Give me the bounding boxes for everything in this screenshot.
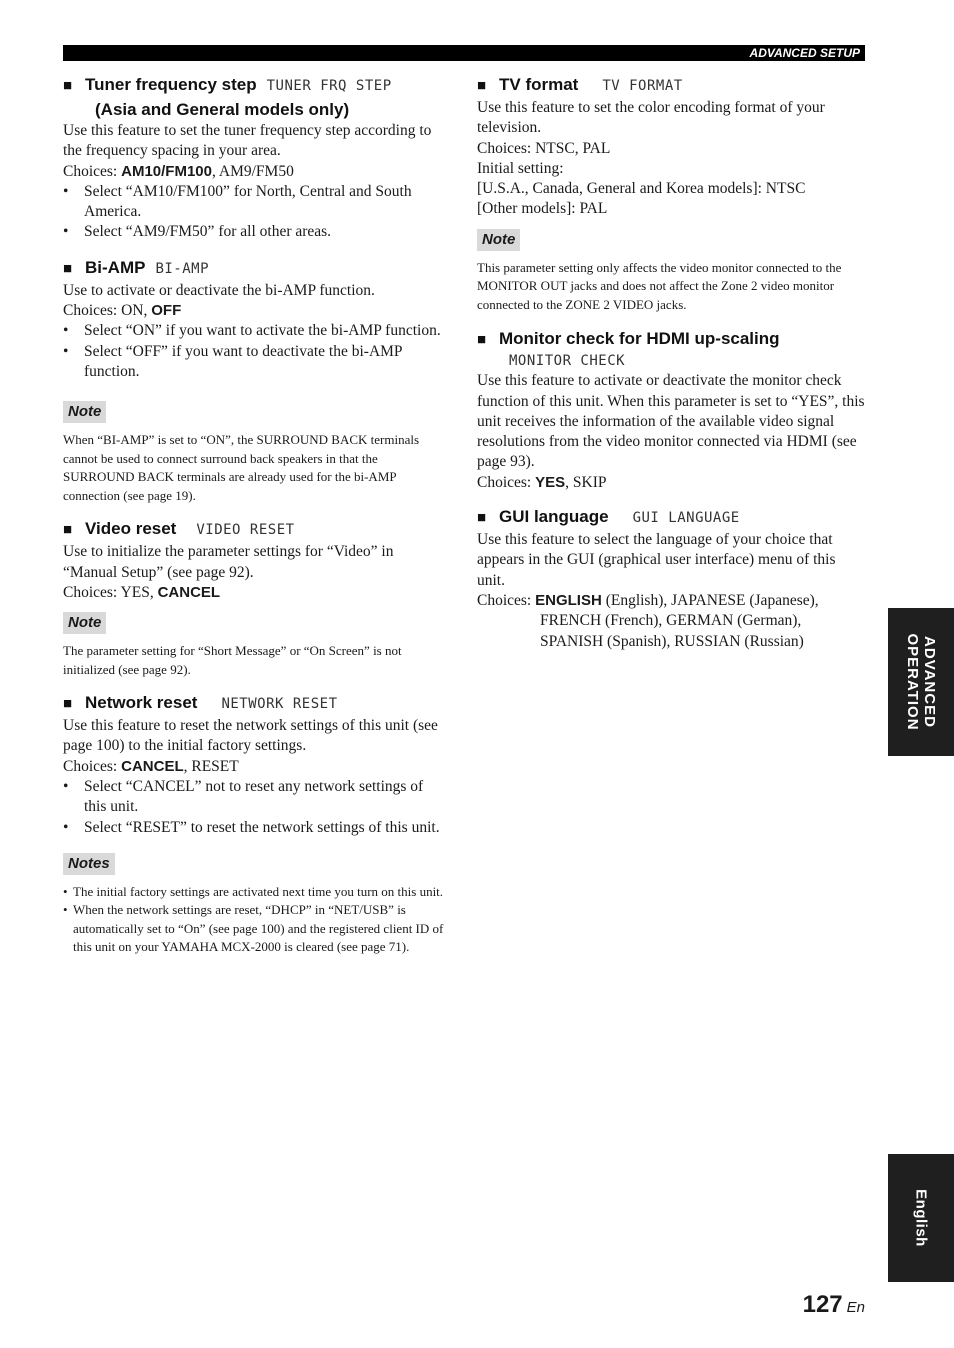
- tuner-section: [63, 73, 449, 243]
- page-number: 127 En: [802, 1291, 865, 1318]
- tv-format-note: This parameter setting only affects the video monitor connected to the MONITOR OUT jacks and does not affect the Zone 2 video monitor connected to the ZONE 2 VIDEO jacks.: [477, 259, 842, 312]
- tv-format-initial-label: Initial setting:: [477, 159, 564, 177]
- biamp-note: When “BI-AMP” is set to “ON”, the SURROUND BACK terminals cannot be used to connect surround back speakers in that the SURROUND BACK terminals are already used for the bi-AMP connection (see page 19).: [63, 432, 420, 503]
- biamp-heading: ■ Bi-AMP BI-AMP: [63, 256, 449, 281]
- side-tab-label: ADVANCED: [921, 636, 938, 728]
- video-reset-choices: Choices: YES, CANCEL: [63, 583, 221, 601]
- page-language-suffix: En: [846, 1299, 865, 1316]
- list-item: • Select “OFF” if you want to deactivate the bi-AMP function.: [63, 342, 449, 383]
- tv-format-description: Use this feature to set the color encoding format of your television.: [477, 99, 825, 137]
- tv-format-choices: Choices: NTSC, PAL: [477, 139, 611, 157]
- network-reset-notes: [63, 883, 449, 957]
- tuner-bullets: [63, 182, 449, 243]
- biamp-choices: Choices: ON, OFF: [63, 302, 182, 320]
- network-reset-section: [63, 691, 449, 957]
- note-label: Note: [63, 401, 106, 423]
- tuner-lcd-label: TUNER FRQ STEP: [266, 78, 392, 94]
- list-item: • Select “RESET” to reset the network settings of this unit.: [63, 818, 449, 838]
- network-reset-lcd-label: NETWORK RESET: [221, 696, 338, 713]
- video-reset-note: The parameter setting for “Short Message” or “On Screen” is not initialized (see page 92).: [63, 643, 402, 677]
- right-column: [477, 73, 865, 652]
- note-label: Note: [477, 229, 520, 251]
- monitor-check-description: Use this feature to activate or deactivate the monitor check function of this unit. When this parameter is set to “YES”, this unit receives the information of the available video signal resolutions from the video monitor connected via HDMI (see page 93).: [477, 372, 865, 471]
- monitor-check-section: [477, 327, 865, 493]
- list-item: • Select “CANCEL” not to reset any network settings of this unit.: [63, 777, 449, 818]
- tv-format-initial-1: [U.S.A., Canada, General and Korea models]: NTSC: [477, 180, 806, 198]
- square-bullet-icon: ■: [63, 259, 73, 277]
- video-reset-heading: ■ Video reset VIDEO RESET: [63, 517, 449, 542]
- square-bullet-icon: ■: [63, 521, 73, 539]
- section-title: ADVANCED SETUP: [749, 46, 860, 60]
- network-reset-description: Use this feature to reset the network settings of this unit (see page 100) to the initial factory settings.: [63, 717, 438, 755]
- notes-label: Notes: [63, 853, 115, 875]
- side-tab-label: English: [912, 1189, 930, 1247]
- side-tab-label: OPERATION: [904, 633, 921, 731]
- gui-language-description: Use this feature to select the language of your choice that appears in the GUI (graphical user interface) menu of this unit.: [477, 531, 836, 589]
- square-bullet-icon: ■: [63, 695, 73, 713]
- header-bar: [63, 45, 865, 61]
- list-item: • The initial factory settings are activated next time you turn on this unit.: [63, 883, 449, 902]
- list-item: • Select “AM10/FM100” for North, Central and South America.: [63, 182, 449, 223]
- list-item: • When the network settings are reset, “DHCP” in “NET/USB” is automatically set to “On” (see page 100) and the registered client ID of this unit on your YAMAHA MCX-2000 is cleared (see page 71).: [63, 901, 449, 957]
- network-reset-heading: ■ Network reset NETWORK RESET: [63, 691, 449, 716]
- tv-format-lcd-label: TV FORMAT: [602, 78, 683, 94]
- side-tab-advanced-operation: [888, 608, 954, 756]
- list-item: • Select “ON” if you want to activate the bi-AMP function.: [63, 321, 449, 341]
- gui-language-lcd-label: GUI LANGUAGE: [632, 510, 740, 527]
- tuner-choices: Choices: AM10/FM100, AM9/FM50: [63, 162, 294, 180]
- gui-language-choices: Choices: ENGLISH (English), JAPANESE (Japanese), FRENCH (French), GERMAN (German), SPANISH (Spanish), RUSSIAN (Russian): [477, 591, 819, 650]
- video-reset-description: Use to initialize the parameter settings for “Video” in “Manual Setup” (see page 92).: [63, 543, 394, 581]
- monitor-check-heading: ■ Monitor check for HDMI up-scaling: [477, 327, 865, 351]
- left-column: [63, 73, 449, 957]
- tv-format-section: [477, 73, 865, 314]
- tv-format-initial-2: [Other models]: PAL: [477, 200, 608, 218]
- square-bullet-icon: ■: [477, 331, 487, 349]
- monitor-check-lcd-label: MONITOR CHECK: [509, 353, 626, 370]
- side-tab-english: [888, 1154, 954, 1282]
- video-reset-lcd-label: VIDEO RESET: [196, 522, 295, 539]
- monitor-check-choices: Choices: YES, SKIP: [477, 473, 607, 491]
- note-label: Note: [63, 612, 106, 634]
- square-bullet-icon: ■: [477, 509, 487, 527]
- tuner-heading: ■ Tuner frequency step TUNER FRQ STEP (Asia and General models only): [63, 73, 449, 121]
- biamp-description: Use to activate or deactivate the bi-AMP function.: [63, 281, 375, 299]
- network-reset-bullets: [63, 777, 449, 838]
- network-reset-choices: Choices: CANCEL, RESET: [63, 757, 239, 775]
- biamp-bullets: [63, 321, 449, 382]
- square-bullet-icon: ■: [477, 77, 487, 94]
- biamp-lcd-label: BI-AMP: [155, 260, 210, 277]
- tv-format-heading: ■ TV format TV FORMAT: [477, 73, 865, 98]
- video-reset-section: [63, 517, 449, 679]
- biamp-section: [63, 256, 449, 505]
- gui-language-heading: ■ GUI language GUI LANGUAGE: [477, 505, 865, 530]
- gui-language-section: [477, 505, 865, 652]
- tuner-subtitle: (Asia and General models only): [95, 100, 350, 119]
- tuner-description: Use this feature to set the tuner frequency step according to the frequency spacing in your area.: [63, 122, 432, 160]
- square-bullet-icon: ■: [63, 77, 73, 94]
- list-item: • Select “AM9/FM50” for all other areas.: [63, 222, 449, 242]
